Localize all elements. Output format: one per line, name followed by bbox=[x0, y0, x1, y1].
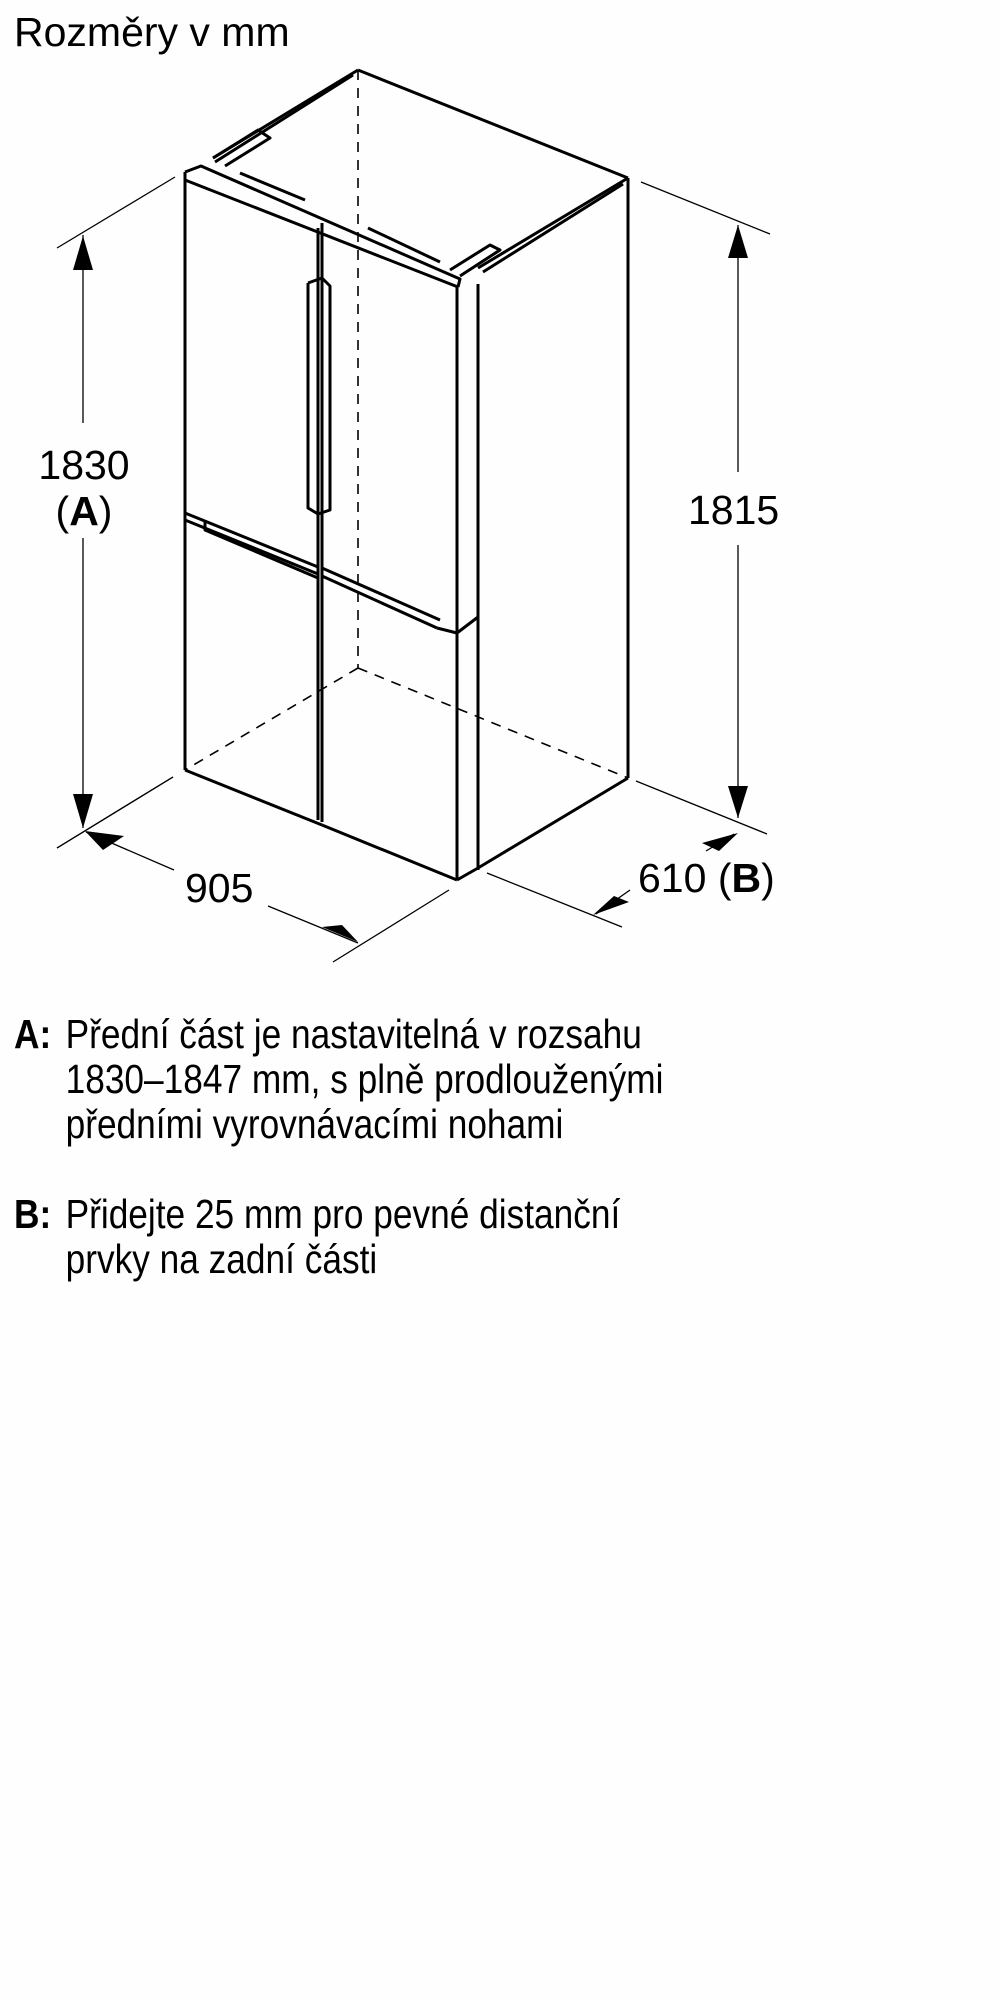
note-line: Přidejte 25 mm pro pevné distanční bbox=[65, 1191, 621, 1237]
refrigerator-outline bbox=[185, 70, 628, 880]
dimension-arrowheads bbox=[73, 225, 748, 942]
arrow-up-right-icon bbox=[702, 833, 738, 851]
footnotes bbox=[14, 1012, 994, 1327]
paren-close: ) bbox=[98, 488, 113, 534]
note-key: B: bbox=[14, 1191, 52, 1237]
note-key: A: bbox=[14, 1011, 52, 1057]
arrow-down-icon bbox=[728, 786, 748, 818]
dimension-value: 610 bbox=[638, 855, 707, 901]
note-a bbox=[14, 1012, 857, 1147]
dimension-lines bbox=[57, 177, 770, 962]
arrow-up-icon bbox=[73, 236, 93, 270]
page-title: Rozměry v mm bbox=[14, 9, 290, 55]
dimension-value: 1830 bbox=[38, 442, 130, 488]
note-text bbox=[66, 1012, 857, 1147]
note-line: 1830–1847 mm, s plně prodlouženými bbox=[65, 1056, 664, 1102]
dimension-label-depth bbox=[638, 855, 775, 901]
dimension-label-width bbox=[185, 865, 253, 911]
dimension-value: 905 bbox=[185, 865, 254, 911]
dimension-label-height-front bbox=[33, 442, 135, 534]
dimension-value: 1815 bbox=[688, 487, 780, 533]
arrow-down-left-icon bbox=[593, 896, 629, 915]
paren-close: ) bbox=[761, 855, 775, 901]
dimension-ref: B bbox=[731, 855, 762, 901]
dimension-ref: A bbox=[69, 488, 99, 534]
note-text bbox=[66, 1192, 857, 1282]
arrow-down-icon bbox=[73, 794, 93, 828]
dimension-label-height-rear bbox=[688, 487, 779, 533]
note-b bbox=[14, 1192, 857, 1282]
arrow-up-icon bbox=[728, 225, 748, 258]
paren-open: ( bbox=[706, 855, 732, 901]
paren-open: ( bbox=[55, 488, 70, 534]
arrow-right-icon bbox=[322, 925, 358, 942]
note-line: předními vyrovnávacími nohami bbox=[65, 1101, 564, 1147]
note-line: prvky na zadní části bbox=[65, 1236, 378, 1282]
note-line: Přední část je nastavitelná v rozsahu bbox=[65, 1011, 642, 1057]
arrow-left-icon bbox=[85, 831, 124, 850]
